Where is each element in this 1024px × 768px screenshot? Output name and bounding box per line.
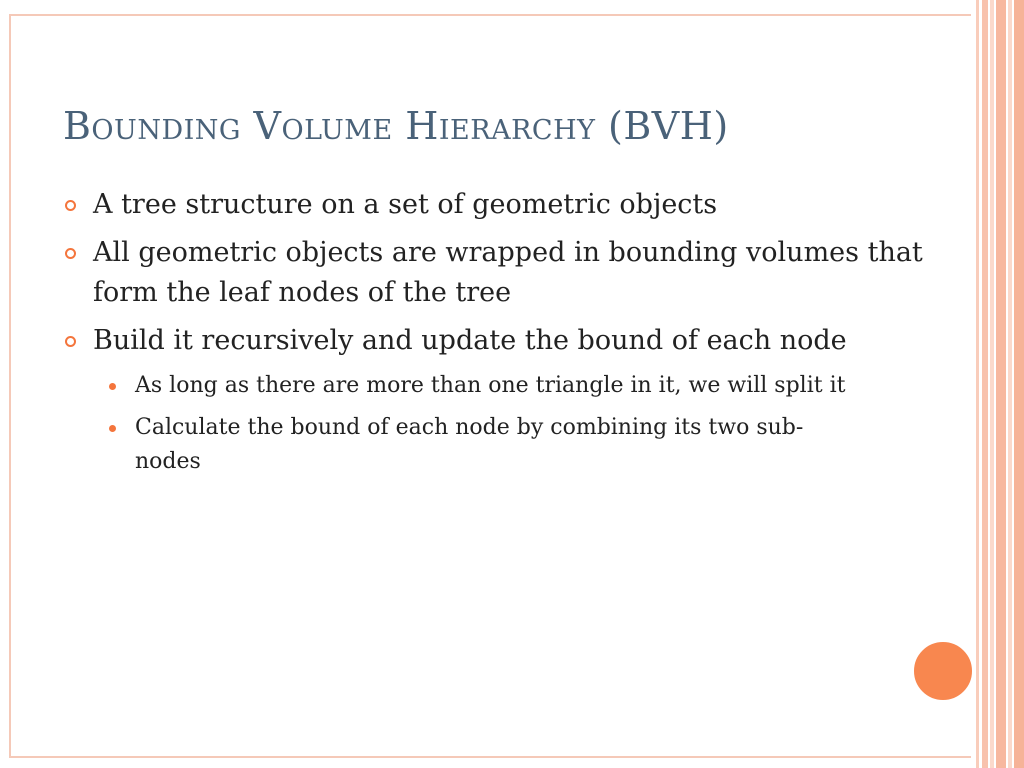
sub-bullet-item — [63, 369, 855, 403]
decor-circle-icon — [912, 640, 974, 702]
sub-bullet-text: As long as there are more than one triangle in it, we will split it — [135, 373, 846, 398]
decor-stripe — [1014, 0, 1024, 768]
dot-bullet-icon — [109, 425, 116, 432]
decor-stripe — [990, 0, 994, 768]
bullet-list — [63, 185, 943, 487]
dot-bullet-icon — [109, 383, 116, 390]
sub-bullet-item — [63, 411, 855, 479]
decor-stripe — [976, 0, 979, 768]
ring-bullet-icon — [65, 200, 76, 211]
sub-bullet-text: Calculate the bound of each node by combining its two sub-nodes — [135, 415, 804, 474]
bullet-item — [63, 233, 943, 313]
bullet-text: A tree structure on a set of geometric objects — [93, 189, 718, 220]
bullet-item — [63, 185, 943, 225]
ring-bullet-icon — [65, 248, 76, 259]
slide-title: Bounding Volume Hierarchy (BVH) — [63, 104, 729, 148]
decor-stripe — [996, 0, 1006, 768]
ring-bullet-icon — [65, 336, 76, 347]
bullet-text: Build it recursively and update the bound of each node — [93, 325, 847, 356]
decor-stripe — [982, 0, 988, 768]
decor-stripe — [1008, 0, 1012, 768]
bullet-item — [63, 321, 943, 361]
bullet-text: All geometric objects are wrapped in bounding volumes that form the leaf nodes of the tree — [93, 237, 923, 308]
